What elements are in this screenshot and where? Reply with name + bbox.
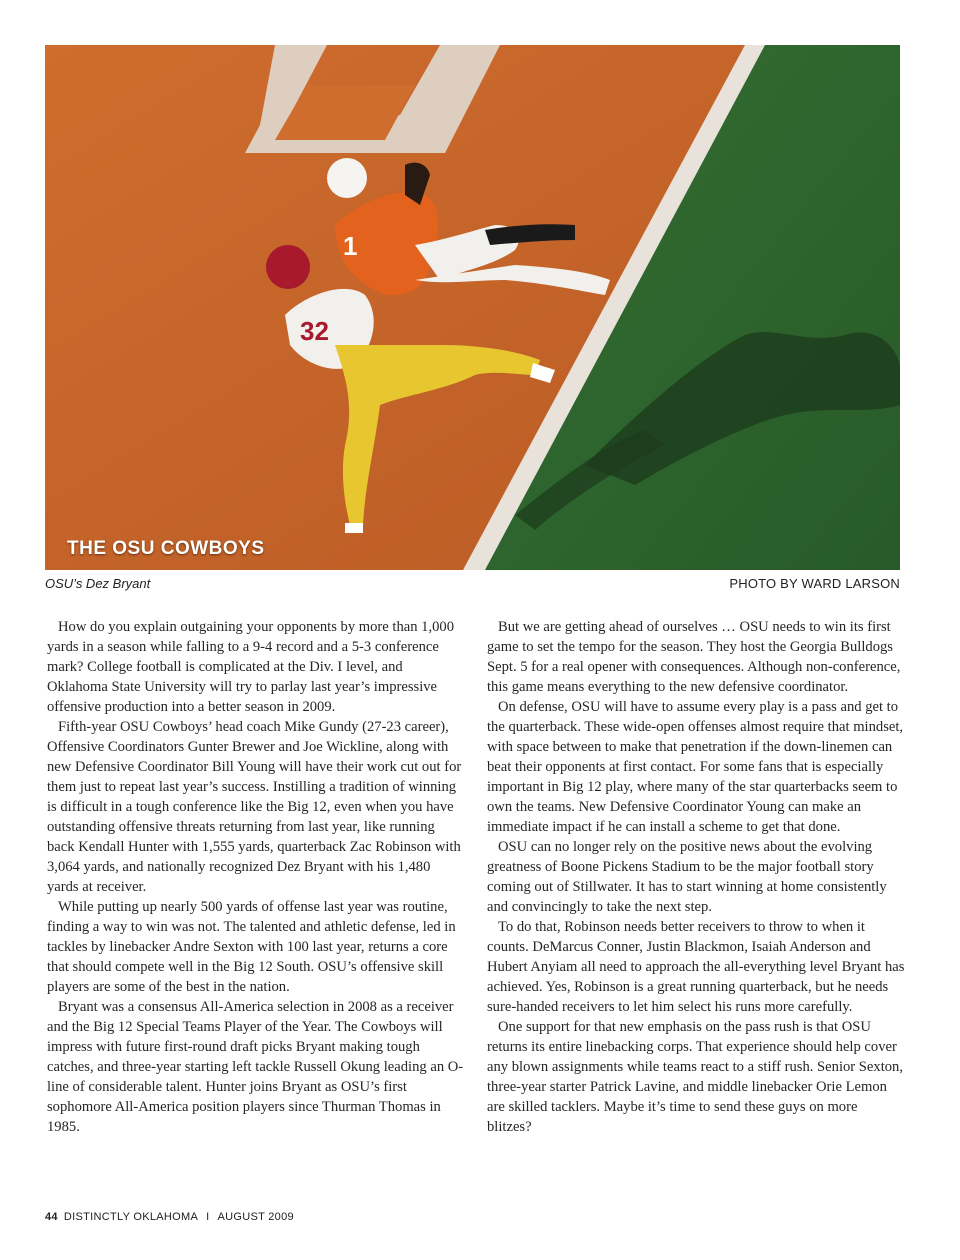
issue-date: AUGUST 2009: [217, 1211, 294, 1223]
photo-title: THE OSU COWBOYS: [67, 538, 265, 559]
article-paragraph: On defense, OSU will have to assume every play is a pass and get to the quarterback. These wide-open offenses almost require that mindset, with space between to make that penetration if the down-linemen can beat their opponents at first contact. For some fans that is especially important in Big 12 play, where many of the star quarterbacks seem to own the teams. New Defensive Coordinator Young can make an immediate impact if he can install a scheme to get that done.: [487, 699, 904, 835]
page-number: 44: [45, 1211, 58, 1223]
svg-text:1: 1: [343, 231, 358, 261]
footer-separator: I: [206, 1211, 210, 1223]
article-paragraph: To do that, Robinson needs better receivers to throw to when it counts. DeMarcus Conner, Justin Blackmon, Isaiah Anderson and Hubert Anyiam all need to approach the all-everything level Bryant has achieved. Yes, Robinson is a great running quarterback, but he needs sure-handed receivers to let him select his runs more carefully.: [487, 919, 905, 1015]
svg-text:32: 32: [300, 316, 329, 346]
article-paragraph: Bryant was a consensus All-America selection in 2008 as a receiver and the Big 12 Special Teams Player of the Year. The Cowboys will impress with future first-round draft picks Bryant making tough catches, and three-year starting left tackle Russell Okung leading an O-line of considerable talent. Hunter joins Bryant as OSU’s first sophomore All-America position players since Thurman Thomas in 1985.: [47, 999, 464, 1135]
article-paragraph: Fifth-year OSU Cowboys’ head coach Mike Gundy (27-23 career), Offensive Coordinators Gunter Brewer and Joe Wickline, along with new Defensive Coordinator Bill Young will have their work cut out for them just to repeat last year’s success. Instilling a tradition of winning is difficult in a tough conference like the Big 12, even when you have outstanding offensive threats returning from last year, like running back Kendall Hunter with 1,555 yards, quarterback Zac Robinson with 3,064 yards, and nationally recognized Dez Bryant with his 1,480 yards at receiver.: [47, 719, 462, 895]
article-paragraph: OSU can no longer rely on the positive news about the evolving greatness of Boone Pickens Stadium to be the major football story coming out of Stillwater. It has to start winning at home consistently and convincingly to take the next step.: [487, 839, 887, 915]
publication-name: DISTINCTLY OKLAHOMA: [63, 1211, 199, 1223]
article-column-left: [47, 617, 465, 1137]
article-paragraph: How do you explain outgaining your opponents by more than 1,000 yards in a season while falling to a 9-4 record and a 5-3 conference mark? College football is complicated at the Div. I level, and Oklahoma State University will try to parlay last year’s impressive offensive production into a better season in 2009.: [47, 619, 455, 715]
article-column-right: [487, 617, 905, 1137]
football-field-illustration: [45, 45, 900, 570]
article-paragraph: One support for that new emphasis on the pass rush is that OSU returns its entire linebacking corps. That experience should help cover any blown assignments while teams react to a stiff rush. Senior Sexton, three-year starter Patrick Lavine, and middle linebacker Orie Lemon are skilled tacklers. Maybe it’s time to send these guys on more blitzes?: [487, 1019, 903, 1135]
article-paragraph: But we are getting ahead of ourselves … OSU needs to win its first game to set the tempo for the season. They host the Georgia Bulldogs Sept. 5 for a real opener with consequences. Although non-conference, this game means everything to the new defensive coordinator.: [487, 619, 901, 695]
feature-photo: [45, 45, 900, 570]
photo-caption: OSU’s Dez Bryant: [45, 576, 151, 591]
page-footer: [45, 1211, 294, 1223]
article-paragraph: While putting up nearly 500 yards of offense last year was routine, finding a way to win was not. The talented and athletic defense, led in tackles by linebacker Andre Sexton with 100 last year, returns a core that should compete well in the Big 12 South. OSU’s offensive skill players are some of the best in the nation.: [47, 899, 456, 995]
photo-credit: PHOTO BY WARD LARSON: [729, 576, 900, 591]
